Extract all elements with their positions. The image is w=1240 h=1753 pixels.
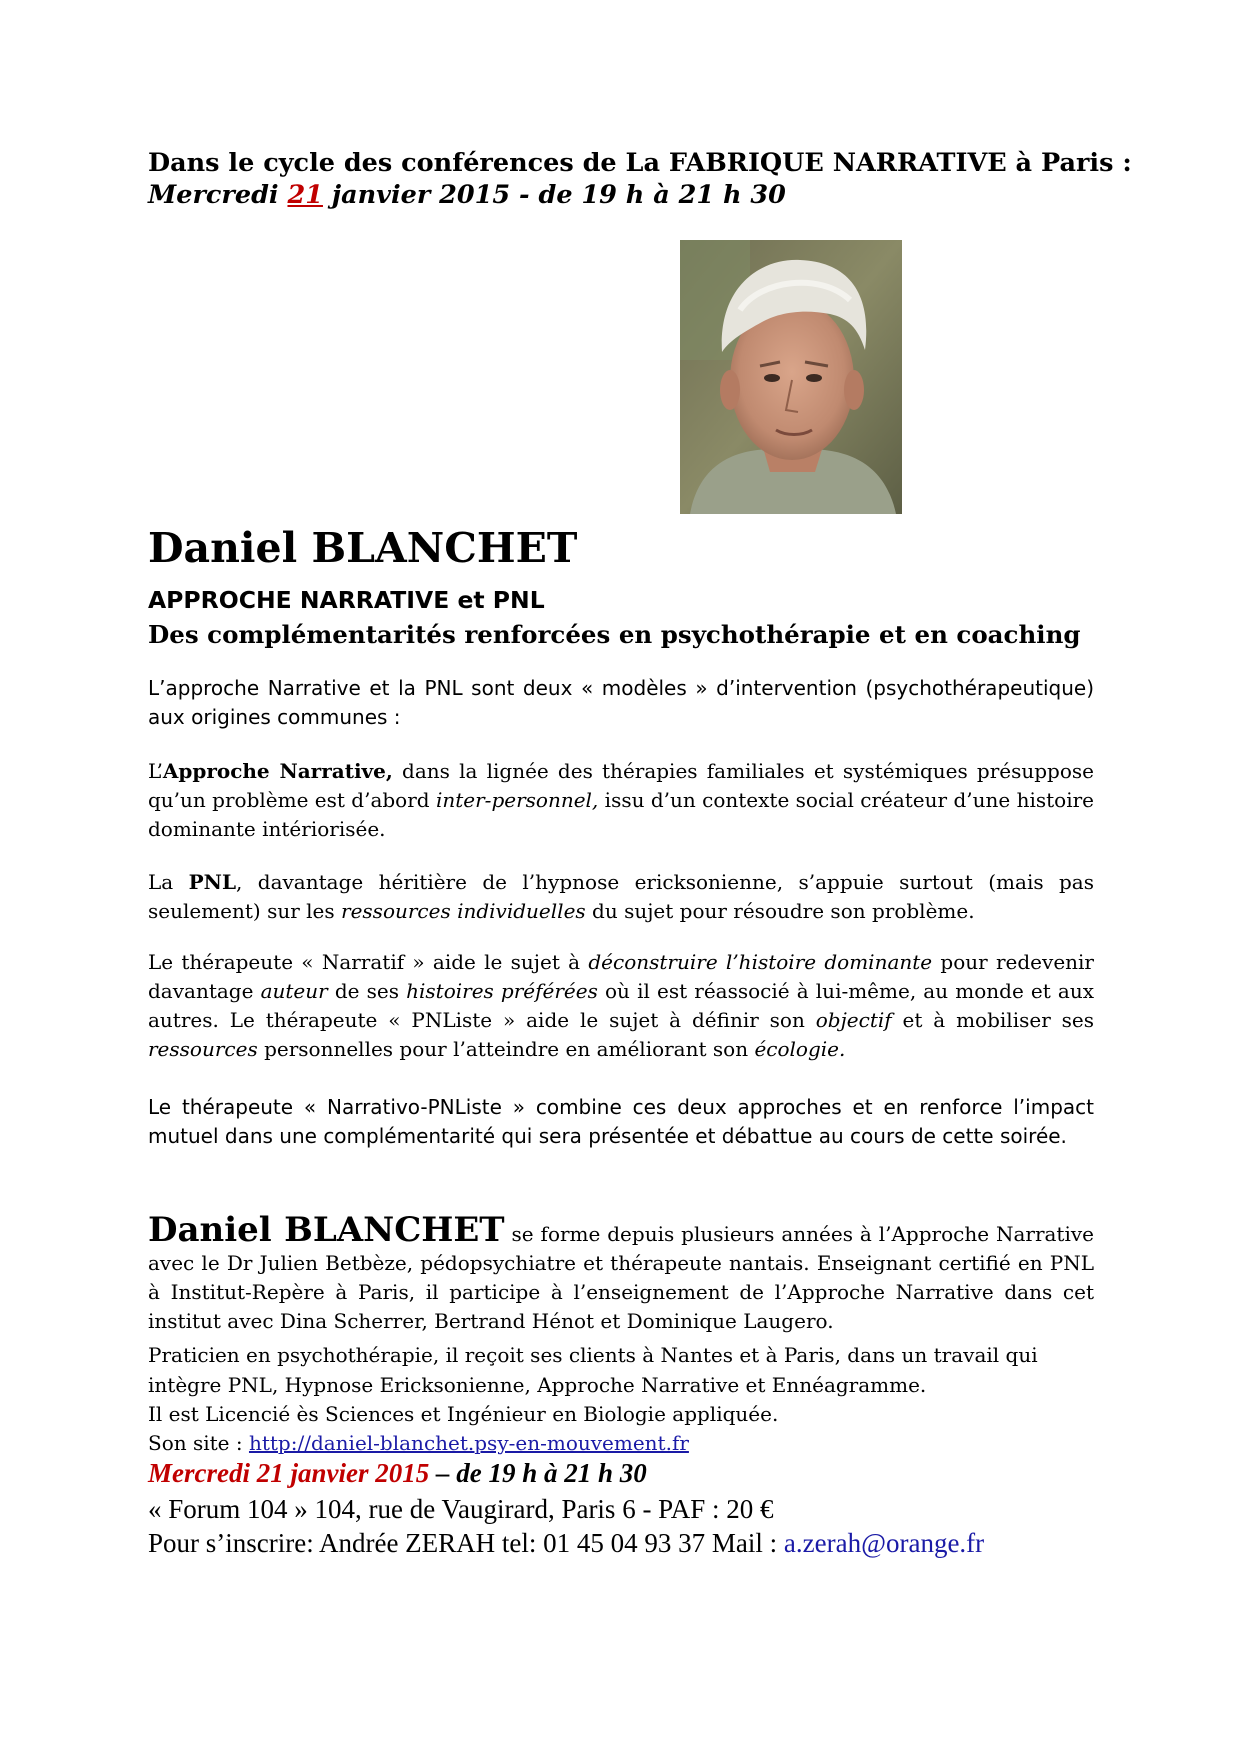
speaker-portrait-photo — [680, 240, 902, 514]
bio-speaker-name: Daniel BLANCHET — [148, 1210, 505, 1250]
p4-text-g: où il est réassocié à lui-même, au monde et aux autres. Le thérapeute « PNListe » aide le sujet à définir son — [148, 979, 1095, 1032]
bio-text: se forme depuis plusieurs années à l’Approche Narrative avec le Dr Julien Betbèze, pédopsychiatre et thérapeute nantais. Enseignant certifié en PNL à Institut-Repère à Paris, il participe à l’enseignement de l’Approche Narrative dans cet institut avec Dina Scherrer, Bertrand Hénot et Dominique Laugero. — [148, 1222, 1094, 1333]
bio-degrees-line: Il est Licencié ès Sciences et Ingénieur en Biologie appliquée. — [148, 1402, 779, 1426]
p4-text-a: Le thérapeute « Narratif » aide le sujet à — [148, 950, 589, 974]
p4-text-e: de ses — [327, 979, 407, 1003]
bio-website-line — [148, 1431, 689, 1455]
bio-methods-line: intègre PNL, Hypnose Ericksonienne, Approche Narrative et Ennéagramme. — [148, 1373, 927, 1397]
p4-text-c: pour redevenir davantage — [148, 950, 1094, 1003]
date-suffix: janvier 2015 - de 19 h à 21 h 30 — [322, 180, 786, 210]
website-label: Son site : — [148, 1431, 249, 1455]
registration-contact — [148, 1528, 984, 1559]
combined-approach-paragraph: Le thérapeute « Narrativo-PNListe » combine ces deux approches et en renforce l’impact mutuel dans une complémentarité qui sera présentée et débattue au cours de cette soirée. — [148, 1095, 1094, 1148]
speaker-bio — [148, 1212, 1094, 1336]
website-link[interactable]: http://daniel-blanchet.psy-en-mouvement.fr — [248, 1431, 689, 1455]
event-date-red: Mercredi 21 janvier 2015 — [148, 1458, 430, 1488]
p3-text-c: , davantage héritière de l’hypnose ericksonienne, s’appuie surtout (mais pas seulement) sur les — [148, 870, 1094, 923]
intro-paragraph: L’approche Narrative et la PNL sont deux « modèles » d’intervention (psychothérapeutique) aux origines communes : — [148, 676, 1094, 729]
event-date-heading — [148, 180, 786, 210]
contact-text: Pour s’inscrire: Andrée ZERAH tel: 01 45 04 93 37 Mail : — [148, 1528, 784, 1558]
date-day: 21 — [287, 180, 323, 210]
p4-text-k: personnelles pour l’atteindre en améliorant son — [257, 1037, 755, 1061]
p4-italic-d: auteur — [260, 979, 328, 1003]
series-heading: Dans le cycle des conférences de La FABRIQUE NARRATIVE à Paris : — [148, 148, 1132, 178]
event-time: – de 19 h à 21 h 30 — [429, 1458, 647, 1488]
p2-text-c: dans la lignée des thérapies familiales et systémiques présuppose qu’un problème est d’abord — [148, 759, 1095, 812]
talk-subtitle: Des complémentarités renforcées en psychothérapie et en coaching — [148, 620, 1081, 649]
pnl-paragraph — [148, 868, 1094, 926]
narrative-approach-paragraph — [148, 757, 1094, 844]
p3-italic: ressources individuelles — [341, 899, 586, 923]
therapist-roles-paragraph — [148, 948, 1094, 1064]
p3-text-a: La — [148, 870, 189, 894]
p4-italic-h: objectif — [815, 1008, 892, 1032]
date-prefix: Mercredi — [148, 180, 288, 210]
p3-text-e: du sujet pour résoudre son problème. — [585, 899, 975, 923]
p4-italic-j: ressources — [148, 1037, 258, 1061]
bio-practice-line: Praticien en psychothérapie, il reçoit ses clients à Nantes et à Paris, dans un travail qui — [148, 1343, 1038, 1367]
talk-title: APPROCHE NARRATIVE et PNL — [148, 586, 545, 614]
p4-text-i: et à mobiliser ses — [891, 1008, 1094, 1032]
speaker-name-title: Daniel BLANCHET — [148, 524, 578, 572]
contact-email-link[interactable]: a.zerah@orange.fr — [783, 1528, 985, 1558]
p4-italic-l: écologie. — [754, 1037, 846, 1061]
p2-italic: inter-personnel, — [435, 788, 599, 812]
p2-text-e: issu d’un contexte social créateur d’une histoire dominante intériorisée. — [148, 788, 1095, 841]
p2-bold: Approche Narrative, — [162, 759, 393, 783]
p2-text-a: L’ — [148, 759, 163, 783]
event-date-line — [148, 1458, 647, 1489]
p3-bold: PNL — [188, 870, 237, 894]
p4-italic-b: déconstruire l’histoire dominante — [588, 950, 933, 974]
p4-italic-f: histoires préférées — [406, 979, 598, 1003]
event-venue: « Forum 104 » 104, rue de Vaugirard, Paris 6 - PAF : 20 € — [148, 1494, 774, 1524]
